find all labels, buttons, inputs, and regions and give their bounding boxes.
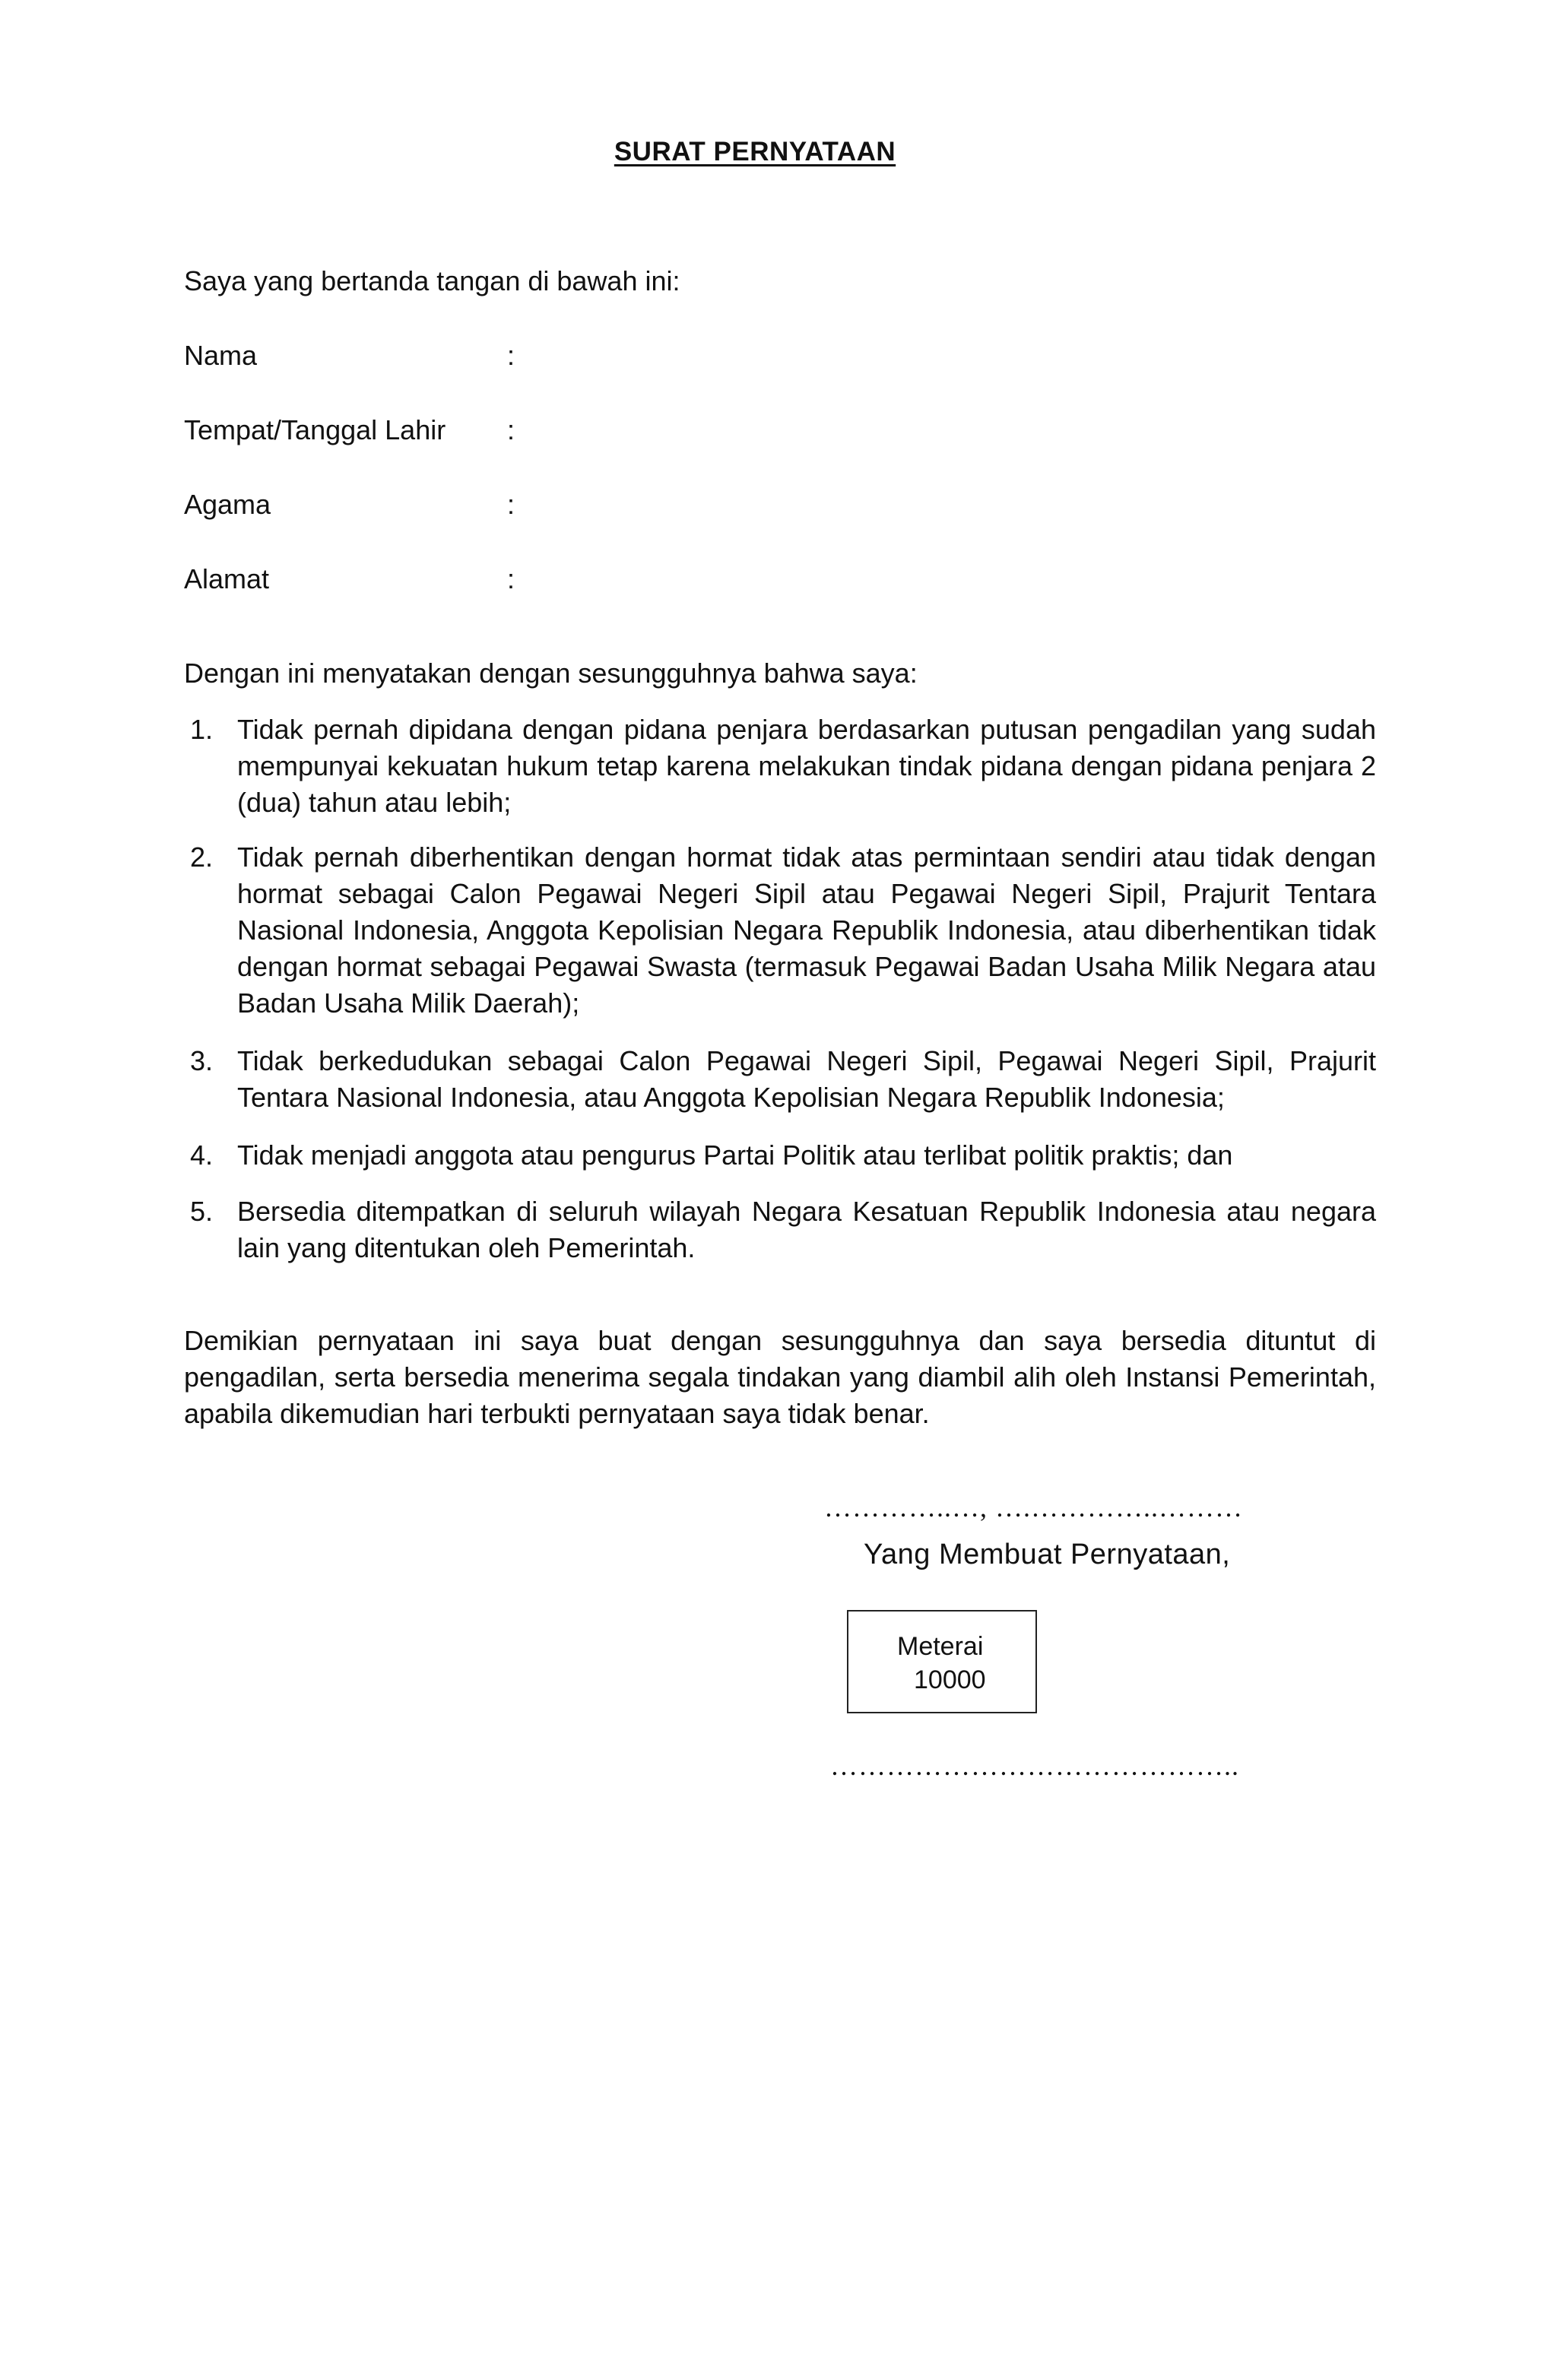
list-text: Bersedia ditempatkan di seluruh wilayah Negara Kesatuan Republik Indonesia atau negara lain yang ditentukan oleh Pemerintah.	[237, 1196, 1376, 1263]
statement-intro: Dengan ini menyatakan dengan sesungguhnya bahwa saya:	[184, 658, 918, 689]
list-text: Tidak menjadi anggota atau pengurus Partai Politik atau terlibat politik praktis; dan	[237, 1139, 1233, 1171]
list-number: 5.	[190, 1196, 214, 1227]
list-number: 3.	[190, 1045, 214, 1076]
closing-paragraph: Demikian pernyataan ini saya buat dengan sesungguhnya dan saya bersedia dituntut di pengadilan, serta bersedia menerima segala tindakan yang diambil alih oleh Instansi Pemerintah, apabila dikemudian hari terbukti pernyataan saya tidak benar.	[184, 1325, 1376, 1429]
field-colon: :	[507, 414, 515, 445]
field-row-agama	[184, 486, 1248, 523]
list-text: Tidak pernah dipidana dengan pidana penjara berdasarkan putusan pengadilan yang sudah mempunyai kekuatan hukum tetap karena melakukan tindak pidana dengan pidana penjara 2 (dua) tahun atau lebih;	[237, 714, 1376, 818]
place-date-line: …………..…, ….…………..………	[824, 1492, 1243, 1523]
list-number: 2.	[190, 841, 214, 873]
list-number: 4.	[190, 1139, 214, 1171]
intro-text: Saya yang bertanda tangan di bawah ini:	[184, 265, 680, 296]
list-number: 1.	[190, 714, 214, 745]
field-colon: :	[507, 489, 515, 520]
field-colon: :	[507, 340, 515, 371]
field-row-nama	[184, 338, 1248, 374]
signer-name-line: ……………………………………..	[830, 1751, 1239, 1781]
stamp-value: 10000	[914, 1665, 986, 1694]
field-row-tempat-tanggal-lahir	[184, 412, 1248, 448]
field-label: Alamat	[184, 563, 270, 594]
signer-label: Yang Membuat Pernyataan,	[864, 1539, 1231, 1570]
meterai-stamp-box	[847, 1610, 1037, 1713]
field-label: Tempat/Tanggal Lahir	[184, 414, 446, 445]
document-title: SURAT PERNYATAAN	[614, 137, 896, 166]
stamp-label: Meterai	[897, 1632, 984, 1661]
list-text: Tidak berkedudukan sebagai Calon Pegawai Negeri Sipil, Pegawai Negeri Sipil, Prajurit Tentara Nasional Indonesia, atau Anggota Kepolisian Negara Republik Indonesia;	[237, 1045, 1376, 1113]
field-row-alamat	[184, 561, 1248, 597]
field-label: Nama	[184, 340, 258, 371]
field-colon: :	[507, 563, 515, 594]
field-label: Agama	[184, 489, 271, 520]
list-text: Tidak pernah diberhentikan dengan hormat tidak atas permintaan sendiri atau tidak dengan hormat sebagai Calon Pegawai Negeri Sipil atau Pegawai Negeri Sipil, Prajurit Tentara Nasional Indonesia, Anggota Kepolisian Negara Republik Indonesia, atau diberhentikan tidak dengan hormat sebagai Pegawai Swasta (termasuk Pegawai Badan Usaha Milik Negara atau Badan Usaha Milik Daerah);	[237, 841, 1376, 1019]
